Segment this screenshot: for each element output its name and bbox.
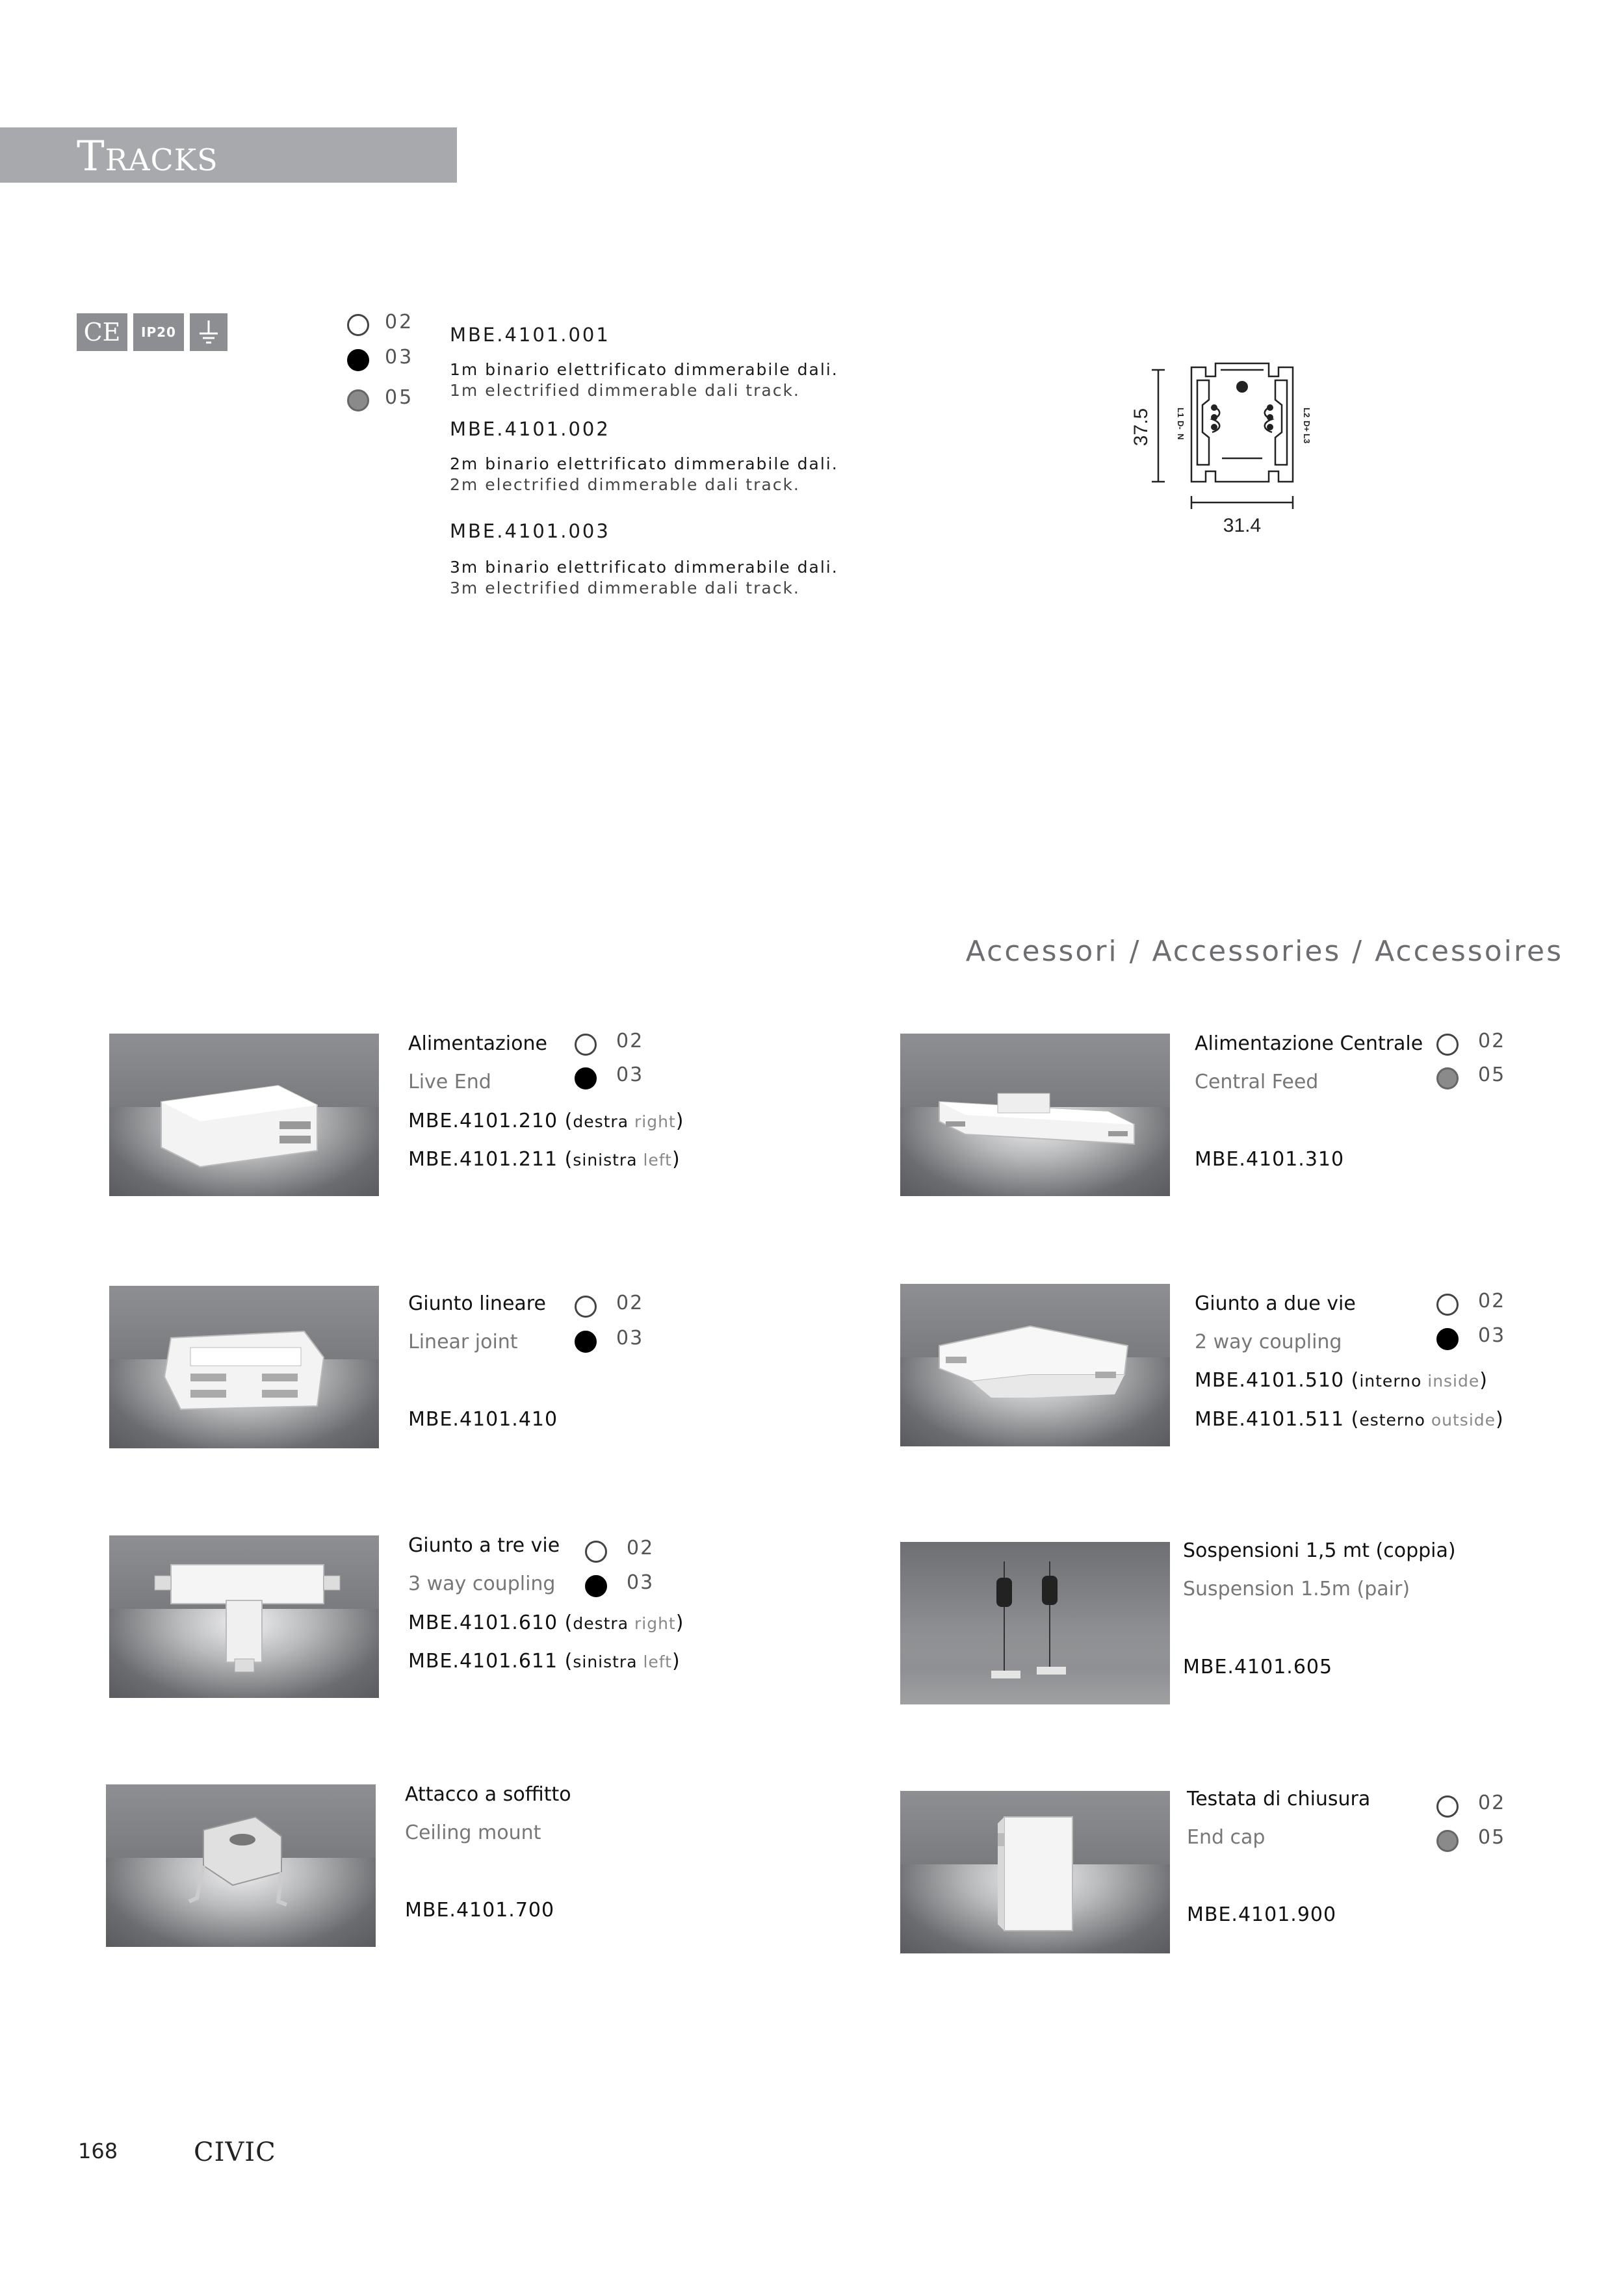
track-description: 3m binario elettrificato dimmerabile dali. 3m electrified dimmerable dali track. [450,558,838,597]
finish-swatch-grey [347,389,369,411]
product-name: Giunto lineare [408,1292,546,1315]
ce-mark-badge: CE [77,313,127,351]
product-code: MBE.4101.511 (esterno outside) [1195,1408,1504,1431]
finish-swatch-black [585,1575,607,1597]
finish-code: 02 [616,1292,644,1314]
product-code: MBE.4101.611 (sinistra left) [408,1650,681,1673]
finish-swatch-white [1436,1034,1459,1056]
conductor-label: L1 [1176,408,1186,418]
conductor-label: L2 [1302,408,1312,418]
central-feed-photo [900,1034,1170,1196]
page-number: 168 [78,2139,118,2163]
product-name: Testata di chiusura [1187,1788,1371,1810]
finish-swatch-white [575,1296,597,1318]
product-subtitle: Central Feed [1195,1071,1319,1093]
finish-code: 03 [1478,1324,1506,1347]
track-profile-drawing [1118,354,1313,543]
finish-code: 05 [1478,1826,1506,1849]
two-way-coupling-photo [900,1284,1170,1446]
product-code: MBE.4101.410 [408,1408,558,1431]
conductor-label: N [1176,434,1186,440]
ceiling-mount-photo [106,1784,376,1947]
product-code: MBE.4101.211 (sinistra left) [408,1148,681,1171]
section-title: TRACKS [77,133,218,181]
product-code: MBE.4101.900 [1187,1903,1337,1926]
finish-swatch-grey [1436,1067,1459,1089]
linear-joint-photo [109,1286,379,1448]
product-code: MBE.4101.610 (destra right) [408,1611,684,1634]
finish-swatch-white [575,1034,597,1056]
finish-swatch-white [585,1541,607,1563]
live-end-photo [109,1034,379,1196]
product-subtitle: End cap [1187,1826,1266,1849]
finish-code: 05 [385,386,414,409]
product-name: Giunto a due vie [1195,1292,1356,1315]
product-subtitle: Ceiling mount [405,1821,541,1844]
product-subtitle: Suspension 1.5m (pair) [1183,1578,1410,1600]
product-name: Alimentazione [408,1032,547,1055]
finish-swatch-black [575,1331,597,1353]
track-description: 2m binario elettrificato dimmerabile dali. 2m electrified dimmerable dali track. [450,454,838,494]
finish-code: 03 [616,1063,644,1086]
finish-swatch-white [347,314,369,336]
accessories-heading: Accessori / Accessories / Accessoires [965,935,1563,968]
finish-code: 02 [616,1030,644,1052]
product-name: Sospensioni 1,5 mt (coppia) [1183,1539,1456,1562]
product-code: MBE.4101.700 [405,1899,555,1922]
finish-swatch-black [347,349,369,371]
product-code: MBE.4101.510 (interno inside) [1195,1369,1488,1392]
finish-swatch-black [1436,1328,1459,1350]
product-code: MBE.4101.310 [1195,1148,1345,1171]
finish-code: 02 [1478,1030,1506,1052]
finish-code: 02 [385,311,414,333]
brand-logo: CIVIC [194,2137,276,2167]
track-code: MBE.4101.001 [450,324,610,346]
ground-icon [190,313,227,351]
ip20-badge: IP20 [133,313,184,351]
end-cap-photo [900,1791,1170,1953]
track-code: MBE.4101.002 [450,418,610,440]
product-subtitle: Live End [408,1071,491,1093]
track-code: MBE.4101.003 [450,520,610,542]
section-title-bar [0,127,457,183]
conductor-label: L3 [1302,434,1312,444]
finish-swatch-white [1436,1795,1459,1818]
finish-code: 02 [1478,1290,1506,1312]
product-subtitle: 3 way coupling [408,1572,556,1595]
product-name: Attacco a soffitto [405,1783,571,1806]
product-code: MBE.4101.210 (destra right) [408,1110,684,1132]
finish-code: 03 [616,1327,644,1350]
width-dimension: 31.4 [1223,515,1262,536]
height-dimension: 37.5 [1130,408,1152,447]
finish-code: 02 [627,1537,655,1559]
product-code: MBE.4101.605 [1183,1656,1333,1678]
finish-code: 03 [627,1571,655,1594]
finish-swatch-white [1436,1294,1459,1316]
product-subtitle: 2 way coupling [1195,1331,1342,1353]
suspension-photo [900,1542,1170,1704]
product-name: Alimentazione Centrale [1195,1032,1423,1055]
finish-swatch-black [575,1067,597,1089]
track-description: 1m binario elettrificato dimmerabile dali. 1m electrified dimmerable dali track. [450,360,838,400]
finish-code: 03 [385,346,414,369]
product-subtitle: Linear joint [408,1331,518,1353]
finish-code: 05 [1478,1063,1506,1086]
conductor-label: D+ [1302,421,1312,432]
product-name: Giunto a tre vie [408,1534,560,1557]
three-way-coupling-photo [109,1535,379,1698]
conductor-label: D- [1176,421,1186,430]
finish-swatch-grey [1436,1830,1459,1852]
finish-code: 02 [1478,1792,1506,1814]
